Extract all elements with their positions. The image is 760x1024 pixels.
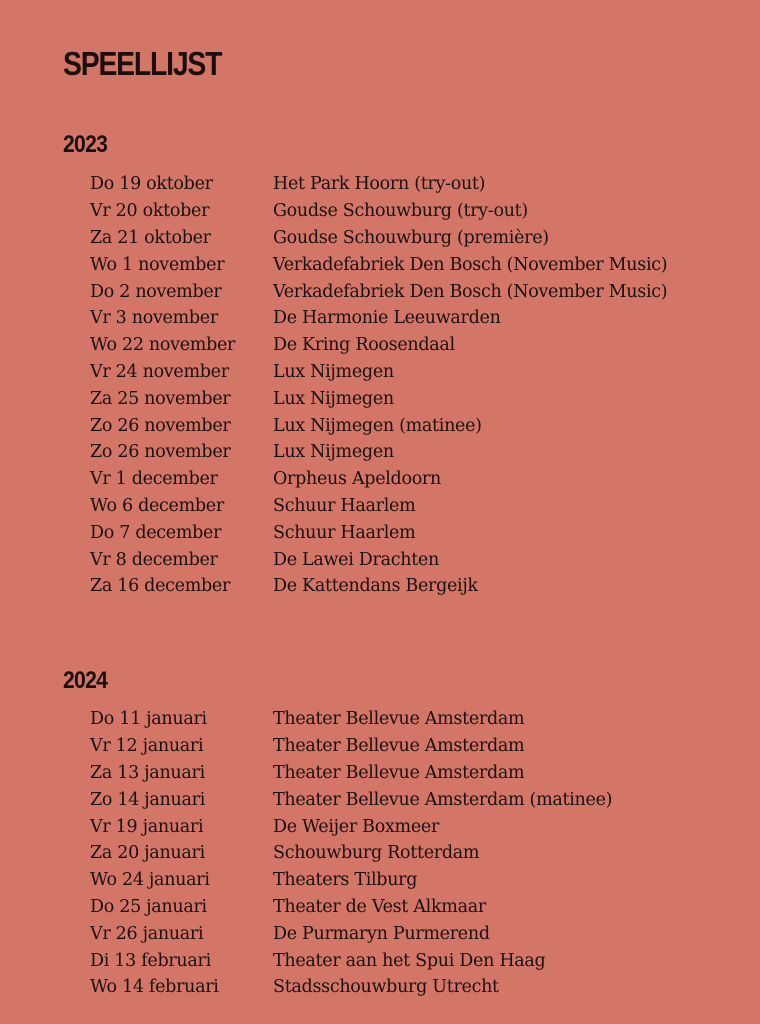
show-venue: Theater de Vest Alkmaar xyxy=(273,896,486,917)
show-venue: Theater Bellevue Amsterdam xyxy=(273,736,525,757)
schedule-row xyxy=(90,786,612,813)
show-venue: Lux Nijmegen (matinee) xyxy=(273,415,482,436)
show-venue: Theater Bellevue Amsterdam xyxy=(273,762,525,783)
schedule-row xyxy=(90,439,667,466)
schedule-row xyxy=(90,332,667,359)
schedule-row xyxy=(90,894,612,921)
year-heading-2024: 2024 xyxy=(63,667,108,694)
show-date: Do 7 december xyxy=(90,522,222,543)
schedule-row xyxy=(90,493,667,520)
show-venue: Lux Nijmegen xyxy=(273,388,394,409)
show-date: Vr 26 januari xyxy=(90,923,204,944)
schedule-row xyxy=(90,385,667,412)
schedule-row xyxy=(90,947,612,974)
show-date: Wo 14 februari xyxy=(90,977,219,998)
year-heading-2023: 2023 xyxy=(63,131,108,158)
schedule-row xyxy=(90,519,667,546)
show-date: Do 2 november xyxy=(90,281,222,302)
show-venue: Lux Nijmegen xyxy=(273,361,394,382)
show-date: Vr 1 december xyxy=(90,469,218,490)
schedule-row xyxy=(90,813,612,840)
show-venue: Schouwburg Rotterdam xyxy=(273,843,480,864)
show-venue: Goudse Schouwburg (try-out) xyxy=(273,201,528,222)
show-date: Wo 6 december xyxy=(90,495,224,516)
show-venue: Theater aan het Spui Den Haag xyxy=(273,950,546,971)
schedule-row xyxy=(90,733,612,760)
show-date: Do 11 januari xyxy=(90,709,207,730)
show-venue: Verkadefabriek Den Bosch (November Music) xyxy=(273,281,668,302)
schedule-row xyxy=(90,546,667,573)
show-venue: De Weijer Boxmeer xyxy=(273,816,440,837)
show-venue: Verkadefabriek Den Bosch (November Music) xyxy=(273,254,668,275)
show-date: Za 20 januari xyxy=(90,843,205,864)
show-date: Za 21 oktober xyxy=(90,227,211,248)
show-date: Vr 8 december xyxy=(90,549,218,570)
schedule-row xyxy=(90,466,667,493)
schedule-row xyxy=(90,840,612,867)
schedule-row xyxy=(90,573,667,600)
schedule-list-2024 xyxy=(90,706,612,1001)
show-date: Zo 26 november xyxy=(90,442,231,463)
show-date: Za 16 december xyxy=(90,576,231,597)
show-venue: De Harmonie Leeuwarden xyxy=(273,308,501,329)
schedule-row xyxy=(90,974,612,1001)
show-date: Za 13 januari xyxy=(90,762,205,783)
schedule-list-2023 xyxy=(90,171,667,600)
show-venue: De Kattendans Bergeijk xyxy=(273,576,478,597)
schedule-row xyxy=(90,867,612,894)
schedule-row xyxy=(90,920,612,947)
schedule-row xyxy=(90,305,667,332)
show-date: Do 19 oktober xyxy=(90,174,213,195)
schedule-row xyxy=(90,251,667,278)
show-date: Zo 14 januari xyxy=(90,789,205,810)
show-date: Vr 20 oktober xyxy=(90,201,210,222)
show-venue: Stadsschouwburg Utrecht xyxy=(273,977,499,998)
show-date: Vr 19 januari xyxy=(90,816,204,837)
schedule-row xyxy=(90,278,667,305)
show-date: Zo 26 november xyxy=(90,415,231,436)
show-venue: Schuur Haarlem xyxy=(273,495,416,516)
show-venue: Lux Nijmegen xyxy=(273,442,394,463)
show-date: Vr 3 november xyxy=(90,308,218,329)
show-venue: Orpheus Apeldoorn xyxy=(273,469,441,490)
page-title: SPEELLIJST xyxy=(63,45,222,82)
show-date: Wo 24 januari xyxy=(90,870,210,891)
show-venue: Goudse Schouwburg (première) xyxy=(273,227,549,248)
show-date: Vr 24 november xyxy=(90,361,229,382)
show-venue: Theaters Tilburg xyxy=(273,870,418,891)
schedule-row xyxy=(90,412,667,439)
show-date: Di 13 februari xyxy=(90,950,211,971)
schedule-row xyxy=(90,760,612,787)
schedule-row xyxy=(90,225,667,252)
schedule-row xyxy=(90,171,667,198)
show-venue: De Kring Roosendaal xyxy=(273,335,455,356)
show-date: Wo 22 november xyxy=(90,335,236,356)
show-venue: Schuur Haarlem xyxy=(273,522,416,543)
show-date: Vr 12 januari xyxy=(90,736,204,757)
show-venue: De Purmaryn Purmerend xyxy=(273,923,490,944)
show-date: Do 25 januari xyxy=(90,896,207,917)
show-venue: Theater Bellevue Amsterdam xyxy=(273,709,525,730)
show-venue: Het Park Hoorn (try-out) xyxy=(273,174,486,195)
show-date: Wo 1 november xyxy=(90,254,225,275)
schedule-row xyxy=(90,706,612,733)
show-venue: De Lawei Drachten xyxy=(273,549,439,570)
show-venue: Theater Bellevue Amsterdam (matinee) xyxy=(273,789,613,810)
schedule-row xyxy=(90,359,667,386)
schedule-row xyxy=(90,198,667,225)
show-date: Za 25 november xyxy=(90,388,231,409)
